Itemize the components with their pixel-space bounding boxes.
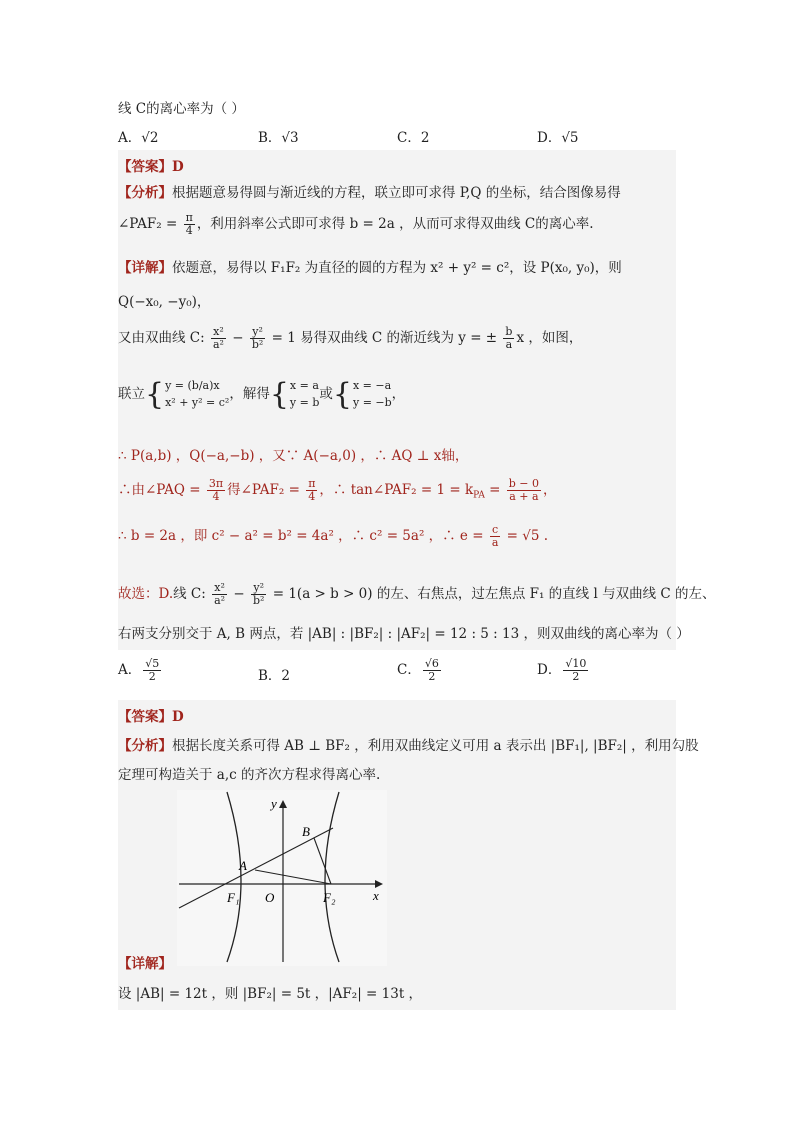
segment-af2 (255, 870, 331, 884)
q2-analysis-line-2: 定理可构造关于 a,c 的齐次方程求得离心率. (118, 767, 381, 783)
analysis-text-2: ，利用斜率公式即可求得 b = 2a ，从而可求得双曲线 C的离心率. (196, 216, 594, 232)
final-text-b: 线 C: (173, 586, 211, 602)
q2-analysis-line-1 (118, 734, 699, 754)
analysis-text-1: 根据题意易得圆与渐近线的方程，联立即可求得 P,Q 的坐标，结合图像易得 (172, 185, 621, 201)
y-axis-arrow (279, 800, 287, 808)
detail-text-7a: ∴ b = 2a ，即 c² − a² = b² = 4a² ，∴ c² = 5a² ，∴ e = (118, 528, 488, 544)
detail-line-1 (118, 256, 622, 276)
hyperbola-right-branch (325, 792, 339, 962)
detail-text-6e: ， (543, 482, 557, 498)
frac-y2-b2: $\frac{\text{y²}}{\text{b²}}$ (251, 325, 264, 351)
question-stem-tail: 线 C的离心率为（ ） (118, 101, 245, 117)
minus-sign-2: − (229, 586, 249, 602)
frac-pi-4-b: $\frac{\pi}{4}$ (308, 477, 316, 503)
detail-line-3 (118, 326, 582, 351)
system-2: x = a y = b (289, 379, 320, 409)
q2-analysis-label: 【分析】 (118, 738, 172, 754)
analysis-line-2 (118, 212, 593, 237)
detail-text-4b: ，解得 (229, 386, 270, 402)
label-o: O (265, 890, 275, 905)
choice-a: A．√2 (118, 130, 159, 146)
frac-x2-a2-b: $\frac{\text{x²}}{\text{a²}}$ (214, 581, 226, 607)
frac-c-a: $\frac{c}{a}$ (491, 523, 499, 549)
frac-y2-b2-b: $\frac{\text{y²}}{\text{b²}}$ (252, 581, 265, 607)
detail-text-7b: = √5 . (502, 528, 549, 544)
k-pa-subscript: PA (473, 490, 485, 501)
q2-answer-label: 【答案】D (118, 709, 184, 725)
minus-sign: − (227, 330, 248, 346)
frac-r5-2: $\frac{√5}{2}$ (145, 657, 160, 683)
choice-b: B．√3 (258, 130, 299, 146)
detail-line-4: 联立{ y = (b/a)x x² + y² = c² ，解得{ x = a y = b 或{ x = −a y = −b ， (118, 376, 406, 412)
frac-x2-a2: $\frac{\text{x²}}{\text{a²}}$ (212, 325, 224, 351)
frac-r10-2: $\frac{√10}{2}$ (565, 657, 587, 683)
analysis-label: 【分析】 (118, 185, 172, 201)
choice-c: C．2 (397, 130, 430, 146)
detail-line-2: Q(−x₀, −y₀)， (118, 294, 211, 310)
detail-text-6d: = (484, 482, 505, 498)
x-axis-arrow (375, 880, 383, 888)
detail-line-6 (118, 478, 557, 503)
system-3: x = −a y = −b (352, 379, 392, 409)
detail-text-3b: = 1 易得双曲线 C 的渐近线为 y = ± (267, 330, 502, 346)
choice-d: D．√5 (537, 130, 579, 146)
frac-pi-4: $\frac{\pi}{4}$ (185, 211, 193, 237)
q2-choice-c: C． $\frac{√6}{2}$ (397, 657, 439, 683)
line-l (179, 828, 333, 908)
q2-detail-line-1: 设 |AB| = 12t ，则 |BF₂| = 5t ，|AF₂| = 13t ， (118, 986, 423, 1002)
label-a: A (239, 858, 247, 873)
frac-r6-2: $\frac{√6}{2}$ (424, 657, 439, 683)
detail-text-4d: ， (391, 386, 406, 402)
frac-3pi-4: $\frac{3\pi}{4}$ (208, 477, 224, 503)
detail-line-7 (118, 524, 548, 549)
q2-choice-a: A． $\frac{√5}{2}$ (118, 657, 160, 683)
detail-line-8 (118, 582, 716, 607)
analysis-line-1 (118, 181, 621, 201)
label-y: y (271, 796, 277, 811)
label-b: B (302, 824, 310, 839)
answer-label: 【答案】D (118, 159, 184, 175)
detail-text-3c: x ，如图， (516, 330, 583, 346)
q2-choice-b: B．2 (258, 668, 291, 684)
detail-text-6a: ∴由∠PAQ = (118, 482, 205, 498)
detail-text-6c: ，∴ tan∠PAF₂ = 1 = k (319, 482, 474, 498)
q2-analysis-text-1: 根据长度关系可得 AB ⊥ BF₂ ，利用双曲线定义可用 a 表示出 |BF₁|, |BF₂| ，利用勾股 (172, 738, 699, 754)
system-1: y = (b/a)x x² + y² = c² (165, 379, 230, 409)
label-f1: F₁ (227, 890, 240, 905)
label-x: x (373, 888, 379, 903)
detail-text-4a: 联立 (118, 386, 145, 402)
q2-detail-label: 【详解】 (118, 956, 172, 972)
detail-line-9: 右两支分别交于 A, B 两点，若 |AB| : |BF₂| : |AF₂| = 12 : 5 : 13 ，则双曲线的离心率为（ ） (118, 626, 690, 642)
label-f2: F₂ (323, 890, 336, 905)
detail-text-6b: 得∠PAF₂ = (227, 482, 305, 498)
final-choice: 故选：D. (118, 586, 174, 602)
hyperbola-figure (177, 790, 387, 966)
frac-b0-aa: $\frac{b - 0}{a + a}$ (508, 477, 540, 503)
detail-label: 【详解】 (118, 260, 172, 276)
detail-text-3a: 又由双曲线 C: (118, 330, 209, 346)
segment-bf2 (314, 838, 331, 884)
q2-choice-d: D． $\frac{√10}{2}$ (537, 657, 587, 683)
hyperbola-diagram (177, 790, 387, 966)
frac-b-a: $\frac{b}{a}$ (505, 325, 513, 351)
detail-text-1: 依题意，易得以 F₁F₂ 为直径的圆的方程为 x² + y² = c²，设 P(x₀, y₀)，则 (172, 260, 622, 276)
detail-text-4c: 或 (319, 386, 333, 402)
angle-expr: ∠PAF₂ = (118, 216, 182, 232)
final-text-c: = 1(a > b > 0) 的左、右焦点，过左焦点 F₁ 的直线 l 与双曲线 C 的左、 (268, 586, 716, 602)
detail-line-5: ∴ P(a,b) ，Q(−a,−b) ，又∵ A(−a,0) ，∴ AQ ⊥ x轴， (118, 448, 469, 464)
